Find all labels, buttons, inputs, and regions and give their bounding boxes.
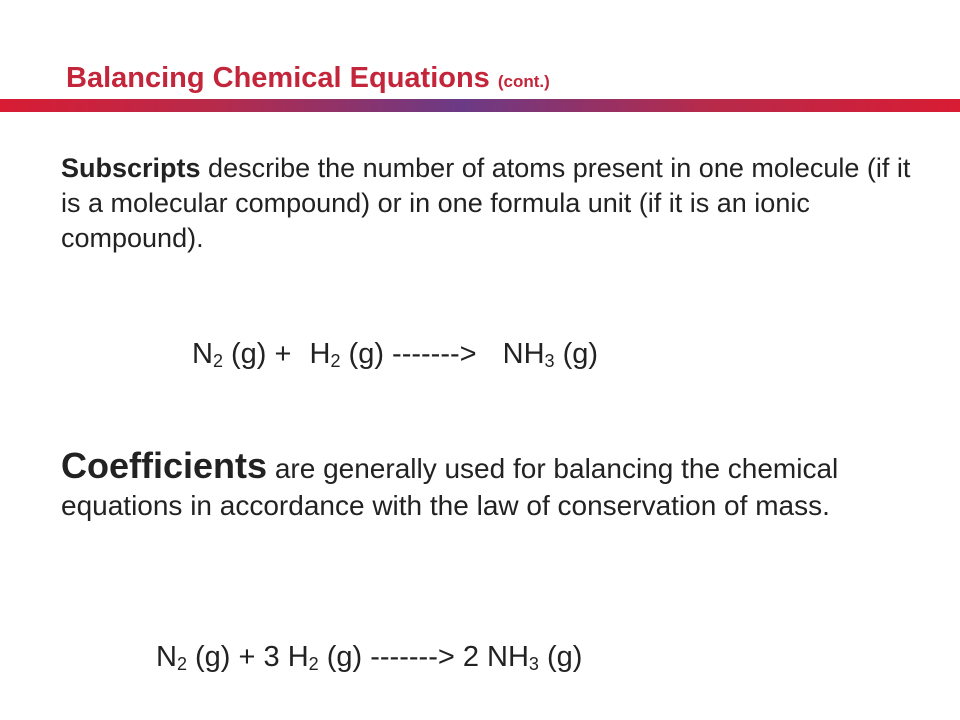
eq2-nh: NH (487, 641, 529, 673)
unbalanced-equation (192, 338, 598, 371)
subscripts-term: Subscripts (61, 153, 201, 183)
eq2-n-subscript: 2 (176, 654, 187, 674)
slide-title-suffix: (cont.) (497, 72, 550, 91)
eq2-n-state: (g) + 3 (186, 641, 288, 673)
title-divider (0, 99, 960, 112)
eq1-nh-state: (g) (554, 338, 599, 370)
subscripts-paragraph (61, 151, 911, 256)
slide-title (66, 62, 550, 95)
eq1-nh-subscript: 3 (544, 351, 555, 371)
eq1-n-state: (g) + (222, 338, 300, 370)
subscripts-text: describe the number of atoms present in one molecule (if it is a molecular compound) or in one formula unit (if it is an ionic compound). (61, 153, 911, 253)
eq2-h-state: (g) -------> 2 (318, 641, 488, 673)
balanced-equation (156, 641, 582, 674)
eq2-n: N (156, 641, 177, 673)
coefficients-text: are generally used for balancing the chemical equations in accordance with the law of conservation of mass. (61, 453, 839, 521)
eq1-nh: NH (502, 338, 545, 370)
coefficients-paragraph (61, 447, 911, 524)
eq2-h-subscript: 2 (308, 654, 319, 674)
eq2-nh-subscript: 3 (528, 654, 539, 674)
eq1-n-subscript: 2 (212, 351, 223, 371)
eq1-h-subscript: 2 (330, 351, 341, 371)
eq2-h: H (287, 641, 309, 673)
eq1-h: H (309, 338, 331, 370)
eq1-n: N (192, 338, 213, 370)
eq2-nh-state: (g) (538, 641, 583, 673)
slide-title-text: Balancing Chemical Equations (66, 62, 490, 94)
coefficients-term: Coefficients (61, 445, 268, 486)
eq1-h-state: (g) -------> (340, 338, 485, 370)
